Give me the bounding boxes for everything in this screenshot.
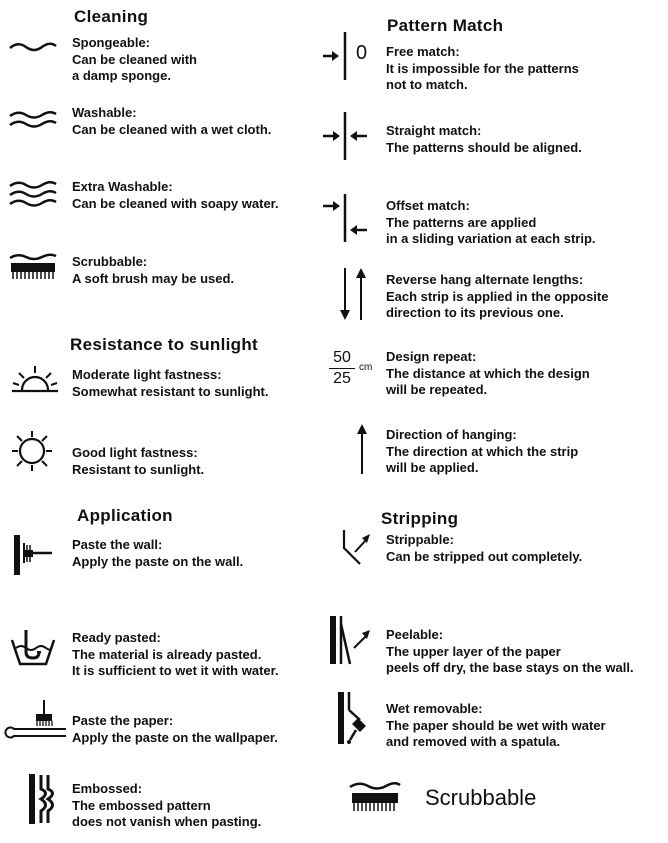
half-sun-icon [10,364,60,394]
paste-paper-icon [4,698,68,738]
embossed-icon [28,773,58,825]
direction-hanging-text: Direction of hanging: The direction at which the strip will be applied. [386,427,579,475]
heading-cleaning: Cleaning [74,7,149,26]
ready-pasted-text: Ready pasted: The material is already pasted. It is sufficient to wet it with water. [72,630,279,678]
free-match-icon [320,30,350,82]
peelable-text: Peelable: The upper layer of the paper peels off dry, the base stays on the wall. [386,627,634,675]
extra-washable-text: Extra Washable: Can be cleaned with soapy water. [72,179,279,211]
free-match-text: Free match: It is impossible for the patterns not to match. [386,44,579,92]
scrubbable-large-icon [348,781,402,813]
good-light-text: Good light fastness: Resistant to sunlight. [72,445,205,477]
design-repeat-icon [326,349,358,388]
offset-match-icon [320,192,370,244]
design-repeat-bottom: 25 [333,370,351,387]
spongeable-text: Spongeable: Can be cleaned with a damp sponge. [72,35,197,83]
scrubbable-text: Scrubbable: A soft brush may be used. [72,254,235,286]
scrubbable-icon [8,253,58,281]
embossed-text: Embossed: The embossed pattern does not vanish when pasting. [72,781,262,829]
ready-pasted-icon [8,624,58,670]
extra-washable-icon [8,180,58,208]
direction-arrow-icon [354,422,370,476]
heading-sunlight: Resistance to sunlight [70,335,258,354]
straight-match-icon [320,110,370,162]
design-repeat-unit: cm [359,362,373,373]
scrubbable-large-label: Scrubbable [425,785,537,810]
paste-wall-text: Paste the wall: Apply the paste on the wall. [72,537,244,569]
reverse-hang-text: Reverse hang alternate lengths: Each strip is applied in the opposite direction to its previous one. [386,272,609,320]
washable-text: Washable: Can be cleaned with a wet cloth. [72,105,272,137]
moderate-light-text: Moderate light fastness: Somewhat resistant to sunlight. [72,367,269,399]
heading-application: Application [77,506,173,525]
paste-paper-text: Paste the paper: Apply the paste on the wallpaper. [72,713,278,745]
wet-removable-icon [336,690,376,746]
peelable-icon [328,614,374,666]
strippable-icon [340,528,374,568]
paste-wall-icon [12,533,56,577]
offset-match-text: Offset match: The patterns are applied in a sliding variation at each strip. [386,198,596,246]
design-repeat-top: 50 [333,349,351,366]
design-repeat-text: Design repeat: The distance at which the design will be repeated. [386,349,590,397]
heading-pattern-match: Pattern Match [387,16,504,35]
strippable-text: Strippable: Can be stripped out completely. [386,532,583,564]
heading-stripping: Stripping [381,509,459,528]
reverse-hang-icon [336,266,370,322]
sun-icon [12,430,52,472]
wet-removable-text: Wet removable: The paper should be wet with water and removed with a spatula. [386,701,606,749]
straight-match-text: Straight match: The patterns should be aligned. [386,123,582,155]
spongeable-icon [8,40,58,54]
washable-icon [8,110,58,130]
free-match-symbol: 0 [356,42,368,64]
